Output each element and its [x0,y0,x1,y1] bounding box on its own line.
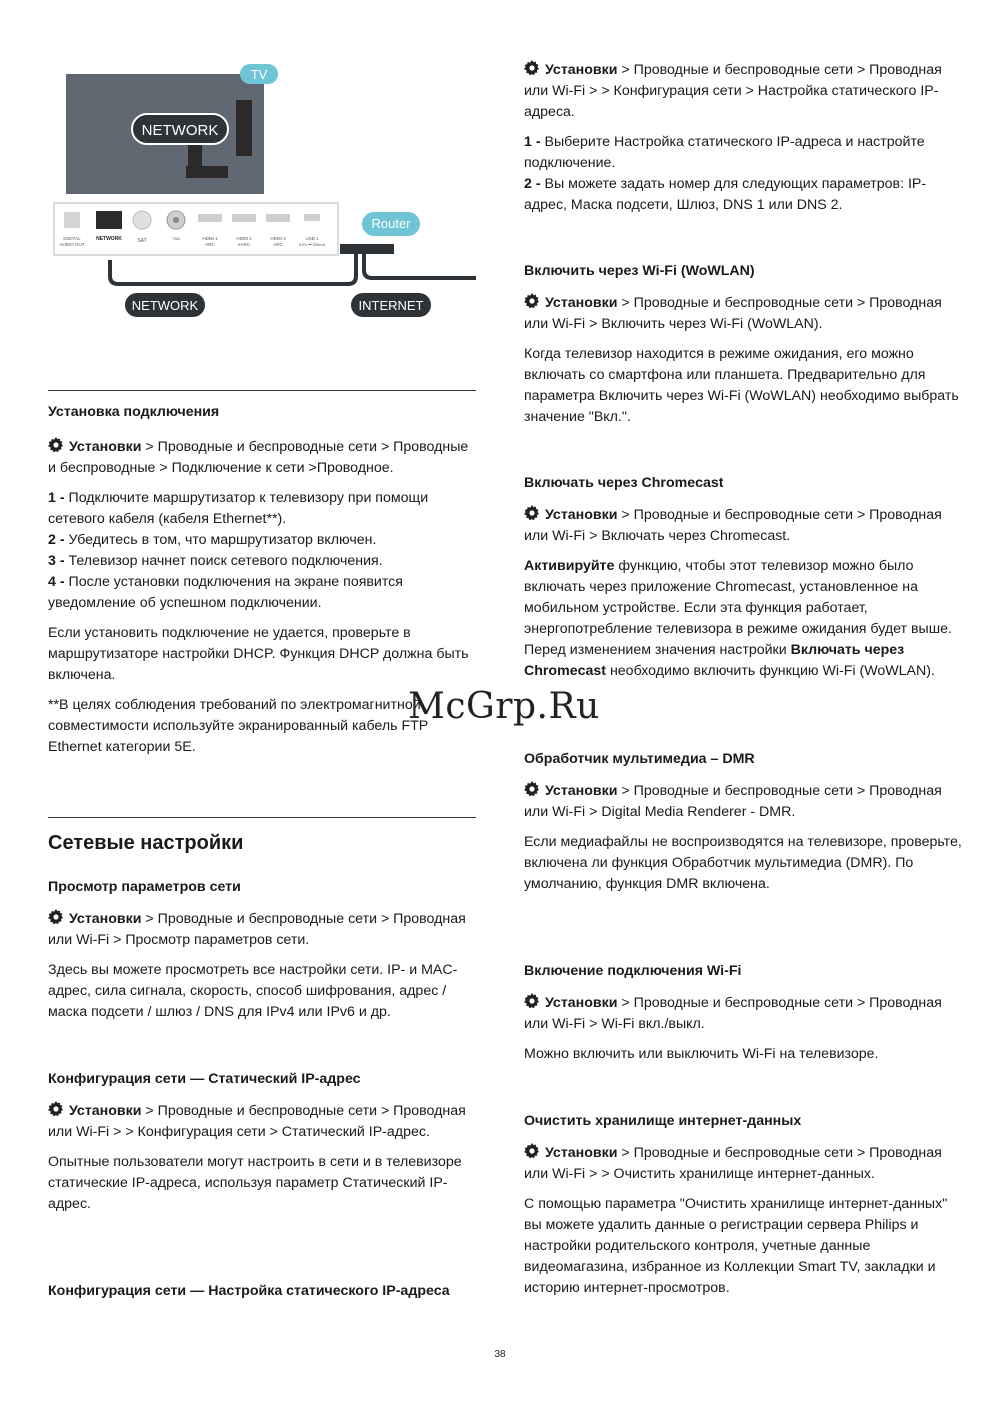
settings-gear-icon [524,60,540,76]
wifi-section [524,961,964,1065]
internet-pill-label: INTERNET [358,298,424,313]
router-device [340,244,394,254]
chromecast-desc-end: необходимо включить функцию Wi-Fi (WoWLAN). [606,663,935,679]
static-ip-config-path-bold: Установки [545,62,618,78]
install-step-4 [48,572,476,614]
network-connection-diagram [48,56,476,326]
port-network [96,211,122,242]
install-step-3 [48,551,476,572]
step-number: 2 - [524,176,541,192]
svg-text:AUDIO OUT: AUDIO OUT [59,242,85,247]
clear-storage-section [524,1111,964,1299]
dmr-description: Если медиафайлы не воспроизводятся на телевизоре, проверьте, включена ли функция Обработчик мультимедиа (DMR). По умолчанию, функция DMR включена. [524,834,962,892]
view-path-rest: > Проводные и беспроводные сети > Проводная или Wi-Fi > Просмотр параметров сети. [48,911,466,948]
static-ip-config-step-2 [524,174,964,216]
view-description: Здесь вы можете просмотреть все настройки сети. IP- и MAC-адрес, сила сигнала, скорость, способ шифрования, адрес / маска подсети / шлюз / DNS для IPv4 или IPv6 и др. [48,962,458,1020]
svg-text:HDMI 3: HDMI 3 [270,236,286,241]
settings-gear-icon [524,993,540,1009]
wowlan-path-rest: > Проводные и беспроводные сети > Проводная или Wi-Fi > Включить через Wi-Fi (WoWLAN). [524,295,942,332]
static-ip-path-bold: Установки [69,1103,142,1119]
svg-text:DIGITAL: DIGITAL [63,236,81,241]
static-ip-config-title: Конфигурация сети — Настройка статического IP-адреса [48,1283,450,1299]
router-label: Router [371,216,411,231]
static-ip-config-section [524,60,964,216]
settings-gear-icon [48,909,64,925]
step-text: Вы можете задать номер для следующих параметров: IP-адрес, Маска подсети, Шлюз, DNS 1 или DNS 2. [524,176,927,213]
step-text: Убедитесь в том, что маршрутизатор включен. [64,532,377,548]
step-number: 1 - [524,134,541,150]
dmr-section [524,749,964,895]
clear-storage-path-bold: Установки [545,1145,618,1161]
clear-storage-title: Очистить хранилище интернет-данных [524,1113,802,1129]
settings-gear-icon [524,781,540,797]
settings-gear-icon [524,1143,540,1159]
install-dhcp-note: Если установить подключение не удается, проверьте в маршрутизаторе настройки DHCP. Функция DHCP должна быть включена. [48,625,469,683]
svg-text:5.0V ⎓ 300mA: 5.0V ⎓ 300mA [298,242,326,247]
install-cable-note: **В целях соблюдения требований по электромагнитной совместимости используйте экранированный кабель FTP Ethernet категории 5E. [48,697,428,755]
dmr-title: Обработчик мультимедиа – DMR [524,751,755,767]
network-pill-label: NETWORK [131,298,199,313]
svg-text:ARC: ARC [205,242,215,247]
watermark: McGrp.Ru [408,686,600,727]
tv-label: TV [250,67,268,82]
wifi-path-rest: > Проводные и беспроводные сети > Проводная или Wi-Fi > Wi-Fi вкл./выкл. [524,995,942,1032]
svg-text:SAT: SAT [137,238,147,244]
svg-text:NETWORK: NETWORK [96,236,122,242]
wifi-path-bold: Установки [545,995,618,1011]
network-cable [110,252,356,284]
internet-cable [364,252,476,278]
step-text: Телевизор начнет поиск сетевого подключения. [64,553,383,569]
install-steps [48,488,476,614]
install-title: Установка подключения [48,404,220,420]
wowlan-section [524,261,964,428]
dmr-path [524,781,964,823]
clear-storage-path [524,1143,964,1185]
static-ip-config-steps [524,132,964,216]
static-ip-config-path-rest: > Проводные и беспроводные сети > Проводная или Wi-Fi > > Конфигурация сети > Настройка статического IP-адреса. [524,62,942,120]
network-settings-heading: Сетевые настройки [48,832,244,854]
view-path [48,909,476,951]
chromecast-description [524,556,964,682]
svg-text:HDMI 1: HDMI 1 [202,236,218,241]
chromecast-setting-name: Включать через Chromecast [524,642,905,679]
wifi-path [524,993,964,1035]
settings-gear-icon [48,1101,64,1117]
static-ip-config-step-1 [524,132,964,174]
chromecast-path-rest: > Проводные и беспроводные сети > Проводная или Wi-Fi > Включать через Chromecast. [524,507,942,544]
view-title: Просмотр параметров сети [48,879,241,895]
svg-text:USB 1: USB 1 [305,236,319,241]
clear-storage-description: С помощью параметра "Очистить хранилище интернет-данных" вы можете удалить данные о регистрации сервера Philips и настройки родительского контроля, учетные данные видеомагазина, избранное из Коллекции Smart TV, закладки и историю интернет-просмотров. [524,1196,948,1296]
wifi-description: Можно включить или выключить Wi-Fi на телевизоре. [524,1046,879,1062]
section-divider [48,390,476,391]
step-number: 1 - [48,490,65,506]
svg-text:eARC: eARC [237,242,251,247]
install-path-bold: Установки [69,439,142,455]
chromecast-desc-mid: функцию, чтобы этот телевизор можно было включать через приложение Chromecast, установленное на мобильном устройстве. Если эта функция работает, энергопотребление телевизора в режиме ожидания будет выше. Перед изменением значения настройки [524,558,952,658]
chromecast-activate: Активируйте [524,558,615,574]
static-ip-title: Конфигурация сети — Статический IP-адрес [48,1071,361,1087]
dmr-path-bold: Установки [545,783,618,799]
static-ip-description: Опытные пользователи могут настроить в сети и в телевизоре статические IP-адреса, используя параметр Статический IP-адрес. [48,1154,462,1212]
section-divider [48,817,476,818]
view-path-bold: Установки [69,911,142,927]
svg-text:HDMI 2: HDMI 2 [236,236,252,241]
install-path-rest: > Проводные и беспроводные сети > Проводные и беспроводные > Подключение к сети >Проводное. [48,439,469,476]
static-ip-config-path [524,60,964,123]
svg-text:ARC: ARC [273,242,283,247]
install-step-1 [48,488,476,530]
chromecast-title: Включать через Chromecast [524,475,724,491]
diagram-illustration [48,56,476,326]
chromecast-section [524,473,964,682]
chromecast-path [524,505,964,547]
chromecast-path-bold: Установки [545,507,618,523]
settings-gear-icon [48,437,64,453]
step-number: 3 - [48,553,65,569]
static-ip-section [48,1069,476,1215]
page-number: 38 [494,1349,506,1360]
settings-gear-icon [524,293,540,309]
step-number: 2 - [48,532,65,548]
step-number: 4 - [48,574,65,590]
wowlan-title: Включить через Wi-Fi (WoWLAN) [524,263,755,279]
clear-storage-path-rest: > Проводные и беспроводные сети > Проводная или Wi-Fi > > Очистить хранилище интернет-данных. [524,1145,942,1182]
install-step-2 [48,530,476,551]
step-text: Подключите маршрутизатор к телевизору при помощи сетевого кабеля (кабеля Ethernet**). [48,490,429,527]
wowlan-path-bold: Установки [545,295,618,311]
wowlan-path [524,293,964,335]
dmr-path-rest: > Проводные и беспроводные сети > Проводная или Wi-Fi > Digital Media Renderer - DMR. [524,783,942,820]
wowlan-description: Когда телевизор находится в режиме ожидания, его можно включать со смартфона или планшета. Предварительно для параметра Включить через Wi-Fi (WoWLAN) необходимо выбрать значение "Вкл.". [524,346,959,425]
tv-network-label: NETWORK [141,122,219,139]
install-path [48,437,476,479]
wifi-title: Включение подключения Wi-Fi [524,963,742,979]
svg-text:75Ω: 75Ω [172,236,180,241]
static-ip-path-rest: > Проводные и беспроводные сети > Проводная или Wi-Fi > > Конфигурация сети > Статический IP-адрес. [48,1103,466,1140]
settings-gear-icon [524,505,540,521]
view-section [48,877,476,1023]
step-text: Выберите Настройка статического IP-адреса и настройте подключение. [524,134,925,171]
static-ip-path [48,1101,476,1143]
step-text: После установки подключения на экране появится уведомление об успешном подключении. [48,574,403,611]
